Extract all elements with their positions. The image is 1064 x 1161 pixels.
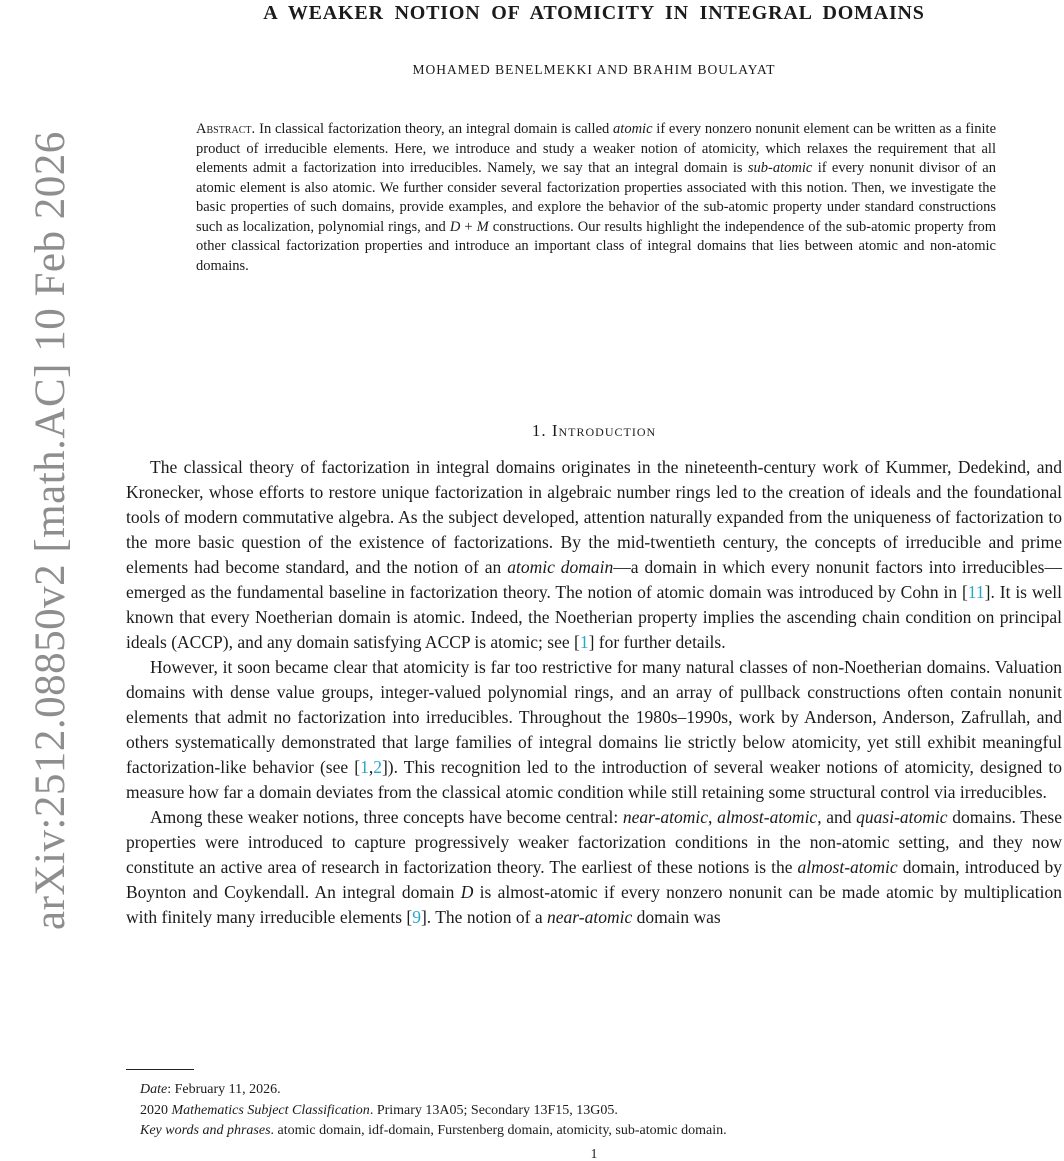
citation-link[interactable]: 9 — [412, 907, 421, 927]
text-run: ] for further details. — [588, 632, 726, 652]
text-run: if every nonunit divisor of an atomic element is also atomic. We further consider several factorization properties associated with this notion. Then, we investigate the basic properties of such domains, provide examples, and explore the behavior of the sub-atomic property under standard constructions such as localization, polynomial rings, and — [196, 160, 996, 235]
text-run: domain was — [632, 907, 721, 927]
abstract-label: Abstract. — [196, 121, 256, 137]
italic-text: Key words and phrases — [140, 1123, 271, 1138]
italic-text: Date — [140, 1082, 168, 1097]
text-run: However, it soon became clear that atomicity is far too restrictive for many natural classes of non-Noetherian domains. Valuation domains with dense value groups, integer-valued polynomial rings, and an array of pullback constructions often contain nonunit elements that admit no factorization into irreducibles. Throughout the 1980s–1990s, work by Anderson, Anderson, Zafrullah, and others systematically demonstrated that large families of integral domains lie strictly below atomicity, yet still exhibit meaningful factorization-like behavior (see [ — [126, 657, 1062, 777]
text-run: domains. These properties were introduced to capture progressively weaker factorization conditions in the non-atomic setting, and they now constitute an active area of research in factorization theory. The earliest of these notions is the — [126, 807, 1062, 877]
citation-link[interactable]: 11 — [967, 582, 985, 602]
italic-text: sub-atomic — [747, 160, 813, 176]
italic-text: M — [476, 218, 489, 235]
text-run: In classical factorization theory, an integral domain is called — [259, 121, 614, 137]
text-run: The classical theory of factorization in integral domains originates in the nineteenth-century work of Kummer, Dedekind, and Kronecker, whose efforts to restore unique factorization in algebraic number rings led to the creation of ideals and the foundational tools of modern commutative algebra. As the subject developed, attention naturally expanded from the uniqueness of factorization to the more basic question of the existence of factorizations. By the mid-twentieth century, the concepts of irreducible and prime elements had become standard, and the notion of an — [126, 457, 1062, 577]
footnote-msc — [126, 1101, 1062, 1122]
italic-text: D — [460, 882, 474, 902]
text-run: , — [708, 807, 718, 827]
italic-text: near-atomic — [622, 807, 709, 827]
text-run: ]. It is well known that every Noetherian domain is atomic. Indeed, the Noetherian property implies the ascending chain condition on principal ideals (ACCP), and any domain satisfying ACCP is atomic; see [ — [126, 582, 1062, 652]
abstract-text — [196, 121, 996, 274]
italic-text: almost-atomic — [717, 807, 818, 827]
paragraph-2 — [126, 655, 1062, 805]
text-run: is almost-atomic if every nonzero nonunit can be made atomic by multiplication with finitely many irreducible elements [ — [126, 882, 1062, 927]
italic-text: D — [449, 218, 461, 235]
text-run: . Primary 13A05; Secondary 13F15, 13G05. — [369, 1102, 618, 1118]
text-run: . atomic domain, idf-domain, Furstenberg domain, atomicity, sub-atomic domain. — [270, 1123, 727, 1138]
text-run: ]. The notion of a — [420, 907, 548, 927]
italic-text: almost-atomic — [797, 857, 898, 877]
citation-link[interactable]: 1 — [579, 632, 589, 652]
footnote-keywords — [126, 1121, 1062, 1142]
text-run: 2020 — [140, 1102, 172, 1118]
paper-title: A WEAKER NOTION OF ATOMICITY IN INTEGRAL DOMAINS — [263, 2, 925, 24]
footnote-block — [126, 1080, 1062, 1142]
italic-text: atomic — [613, 121, 653, 137]
introduction-text — [126, 455, 1062, 930]
footnote-rule — [126, 1069, 194, 1070]
italic-text: quasi-atomic — [856, 807, 948, 827]
text-run: + — [460, 218, 477, 235]
text-run: ]). This recognition led to the introduction of several weaker notions of atomicity, designed to measure how far a domain deviates from the classical atomic condition while still retaining some structural control via irreducibles. — [126, 757, 1062, 802]
text-run: if every nonzero nonunit element can be written as a finite product of irreducible elements. Here, we introduce and study a weaker notion of atomicity, which relaxes the requirement that all elements admit a factorization into irreducibles. Namely, we say that an integral domain is — [196, 121, 997, 176]
text-run: : February 11, 2026. — [167, 1082, 281, 1097]
footnote-date — [126, 1080, 1062, 1101]
text-run: domain, introduced by Boynton and Coykendall. An integral domain — [126, 857, 1063, 902]
text-run: —a domain in which every nonunit factors into irreducibles—emerged as the fundamental baseline in factorization theory. The notion of atomic domain was introduced by Cohn in [ — [126, 557, 1062, 602]
text-run: , — [368, 757, 374, 777]
text-run: Among these weaker notions, three concepts have become central: — [150, 807, 623, 827]
paragraph-3 — [126, 805, 1062, 930]
citation-link[interactable]: 2 — [373, 757, 382, 777]
italic-text: near-atomic — [547, 907, 633, 927]
abstract-block — [196, 120, 996, 276]
section-heading-introduction: 1. Introduction — [531, 421, 657, 440]
italic-text: atomic domain — [507, 557, 614, 577]
italic-text: Mathematics Subject Classification — [171, 1102, 370, 1118]
text-run: , and — [817, 807, 857, 827]
paper-authors: MOHAMED BENELMEKKI AND BRAHIM BOULAYAT — [412, 62, 776, 77]
text-run: constructions. Our results highlight the independence of the sub-atomic property from other classical factorization properties and introduce an important class of integral domains that lies between atomic and non-atomic domains. — [196, 218, 997, 274]
citation-link[interactable]: 1 — [360, 757, 369, 777]
page-number: 1 — [590, 1146, 598, 1161]
arxiv-watermark: arXiv:2512.08850v2 [math.AC] 10 Feb 2026 — [27, 131, 74, 930]
paragraph-1 — [126, 455, 1062, 655]
